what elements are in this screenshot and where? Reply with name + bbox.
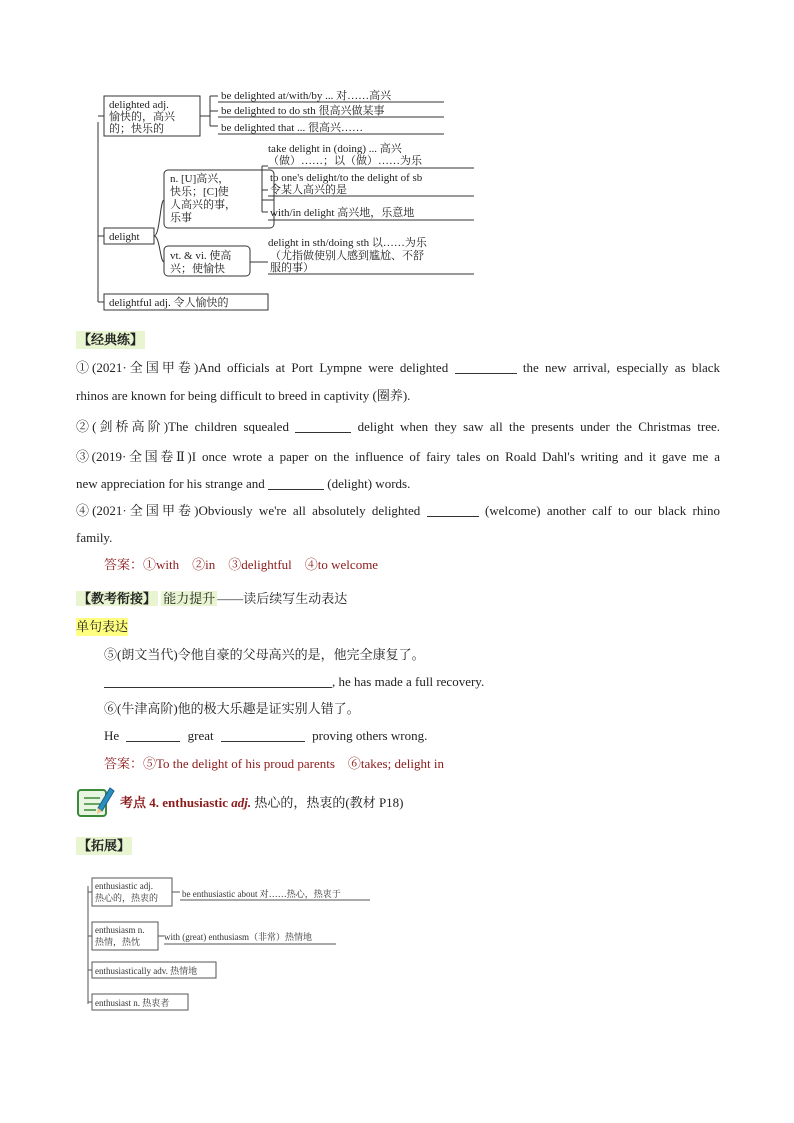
question-2-text-b: delight when they saw all the presents under the Christmas tree. xyxy=(357,419,720,434)
delighted-item-2: be delighted to do sth 很高兴做某事 xyxy=(221,105,385,117)
expand-item-1-root-1: enthusiastic adj. xyxy=(95,881,153,891)
noun-item-2b: 令某人高兴的是 xyxy=(270,184,347,196)
expand-item-4-root: enthusiast n. 热衷者 xyxy=(95,998,170,1008)
question-4-line-1 xyxy=(76,502,720,520)
exam-answer-text: ⑤To the delight of his proud parents ⑥takes; delight in xyxy=(143,756,444,771)
classic-heading: 【经典练】 xyxy=(78,332,144,347)
exam-heading-tag: 能力提升 xyxy=(163,591,216,606)
verb-item-1c: 服的事） xyxy=(270,262,314,274)
question-2-text-a: The children squealed xyxy=(168,419,289,434)
question-3-text-b: new appreciation for his strange and xyxy=(76,476,265,491)
question-5-prompt: ⑤(朗文当代)令他自豪的父母高兴的是，他完全康复了。 xyxy=(104,647,425,662)
question-6-prompt: ⑥(牛津高阶)他的极大乐趣是证实别人错了。 xyxy=(104,701,360,716)
enthusiastic-word-family-diagram xyxy=(84,872,384,1017)
noun-node-1: n. [U]高兴， xyxy=(170,173,230,185)
question-2-blank[interactable] xyxy=(295,420,351,433)
question-3-line-1 xyxy=(76,448,720,466)
point-4-pos: adj. xyxy=(231,795,252,810)
question-5-line xyxy=(104,673,484,691)
verb-node-2: 兴；使愉快 xyxy=(170,263,225,275)
classic-answer xyxy=(104,556,378,574)
point-4-cn: 热心的，热衷的(教材 P18) xyxy=(254,795,404,810)
expand-item-2-root-1: enthusiasm n. xyxy=(95,925,145,935)
delightful-root-label: delightful adj. 令人愉快的 xyxy=(109,297,229,309)
question-3-text-a: I once wrote a paper on the influence of fairy tales on Roald Dahl's writing and it gave me a xyxy=(191,449,720,464)
question-6-word-b: great xyxy=(187,728,214,743)
noun-node-4: 乐事 xyxy=(170,212,192,224)
exam-heading-rest: ——读后续写生动表达 xyxy=(217,591,348,606)
question-6-blank-1[interactable] xyxy=(126,729,180,742)
question-3-text-c: (delight) words. xyxy=(327,476,411,491)
expand-item-1-root-2: 热心的，热衷的 xyxy=(95,893,159,903)
question-6-word-a: He xyxy=(104,728,120,743)
delighted-item-3: be delighted that ... 很高兴…… xyxy=(221,122,364,134)
expand-item-3-root: enthusiastically adv. 热情地 xyxy=(95,966,198,976)
delighted-item-1: be delighted at/with/by ... 对……高兴 xyxy=(221,90,392,102)
delighted-root-label: delighted adj. xyxy=(109,99,169,111)
point-4-title xyxy=(120,794,404,812)
verb-item-1b: （尤指做使别人感到尴尬、不舒 xyxy=(270,250,424,262)
question-6-blank-2[interactable] xyxy=(221,729,305,742)
exam-heading-label: 【教考衔接】 xyxy=(78,591,157,606)
exam-answer xyxy=(104,755,444,773)
expand-item-1-detail: be enthusiastic about 对……热心，热衷于 xyxy=(182,889,341,899)
delight-word-family-diagram xyxy=(90,82,490,318)
expand-heading: 【拓展】 xyxy=(78,838,131,853)
noun-node-3: 人高兴的事， xyxy=(170,199,236,211)
expand-item-2-root-2: 热情，热忱 xyxy=(95,937,141,947)
noun-item-3: with/in delight 高兴地，乐意地 xyxy=(270,207,415,219)
exam-answer-label: 答案： xyxy=(104,756,144,771)
noun-item-2a: to one's delight/to the delight of sb xyxy=(270,172,423,184)
sub-heading: 单句表达 xyxy=(76,619,129,634)
question-3-line-2 xyxy=(76,475,720,493)
point-4-number: 考点 4. xyxy=(120,795,160,810)
question-1-line-1 xyxy=(76,359,720,377)
question-1-text-b: the new arrival, especially as black xyxy=(522,360,721,375)
noun-node-2: 快乐；[C]使 xyxy=(170,186,229,198)
question-6-word-c: proving others wrong. xyxy=(312,728,428,743)
question-2-line xyxy=(76,418,720,436)
question-5-blank[interactable] xyxy=(104,675,332,688)
question-1-source: ①(2021·全国甲卷) xyxy=(76,360,199,375)
expand-item-2-detail: with (great) enthusiasm（非常）热情地 xyxy=(164,932,312,942)
question-1-text-a: And officials at Port Lympne were delighted xyxy=(198,360,449,375)
notebook-pen-icon xyxy=(76,784,116,820)
question-4-source: ④(2021·全国甲卷) xyxy=(76,503,199,518)
question-1-line-2: rhinos are known for being difficult to breed in captivity (圈养). xyxy=(76,388,411,403)
question-1-blank[interactable] xyxy=(455,361,517,374)
classic-answer-label: 答案： xyxy=(104,557,144,572)
question-3-source: ③(2019·全国卷Ⅱ) xyxy=(76,449,192,464)
question-5-rest: , he has made a full recovery. xyxy=(332,674,485,689)
question-6-line xyxy=(104,727,427,745)
noun-item-1a: take delight in (doing) ... 高兴 xyxy=(268,143,402,155)
exam-heading xyxy=(76,590,347,608)
question-4-text-a: Obviously we're all absolutely delighted xyxy=(198,503,421,518)
question-3-blank[interactable] xyxy=(268,477,324,490)
delighted-root-cn-2: 的；快乐的 xyxy=(109,123,164,135)
question-4-blank[interactable] xyxy=(427,504,479,517)
verb-node-1: vt. & vi. 使高 xyxy=(170,250,232,262)
classic-answer-text: ①with ②in ③delightful ④to welcome xyxy=(143,557,379,572)
question-4-text-b: (welcome) another calf to our black rhino xyxy=(484,503,720,518)
delight-root-label: delight xyxy=(109,231,140,243)
point-4-word: enthusiastic xyxy=(162,795,228,810)
question-2-source: ②(剑桥高阶) xyxy=(76,419,169,434)
noun-item-1b: （做）……；以（做）……为乐 xyxy=(268,155,422,167)
delighted-root-cn-1: 愉快的，高兴 xyxy=(109,111,175,123)
verb-item-1a: delight in sth/doing sth 以……为乐 xyxy=(268,237,427,249)
question-4-line-2: family. xyxy=(76,530,113,545)
